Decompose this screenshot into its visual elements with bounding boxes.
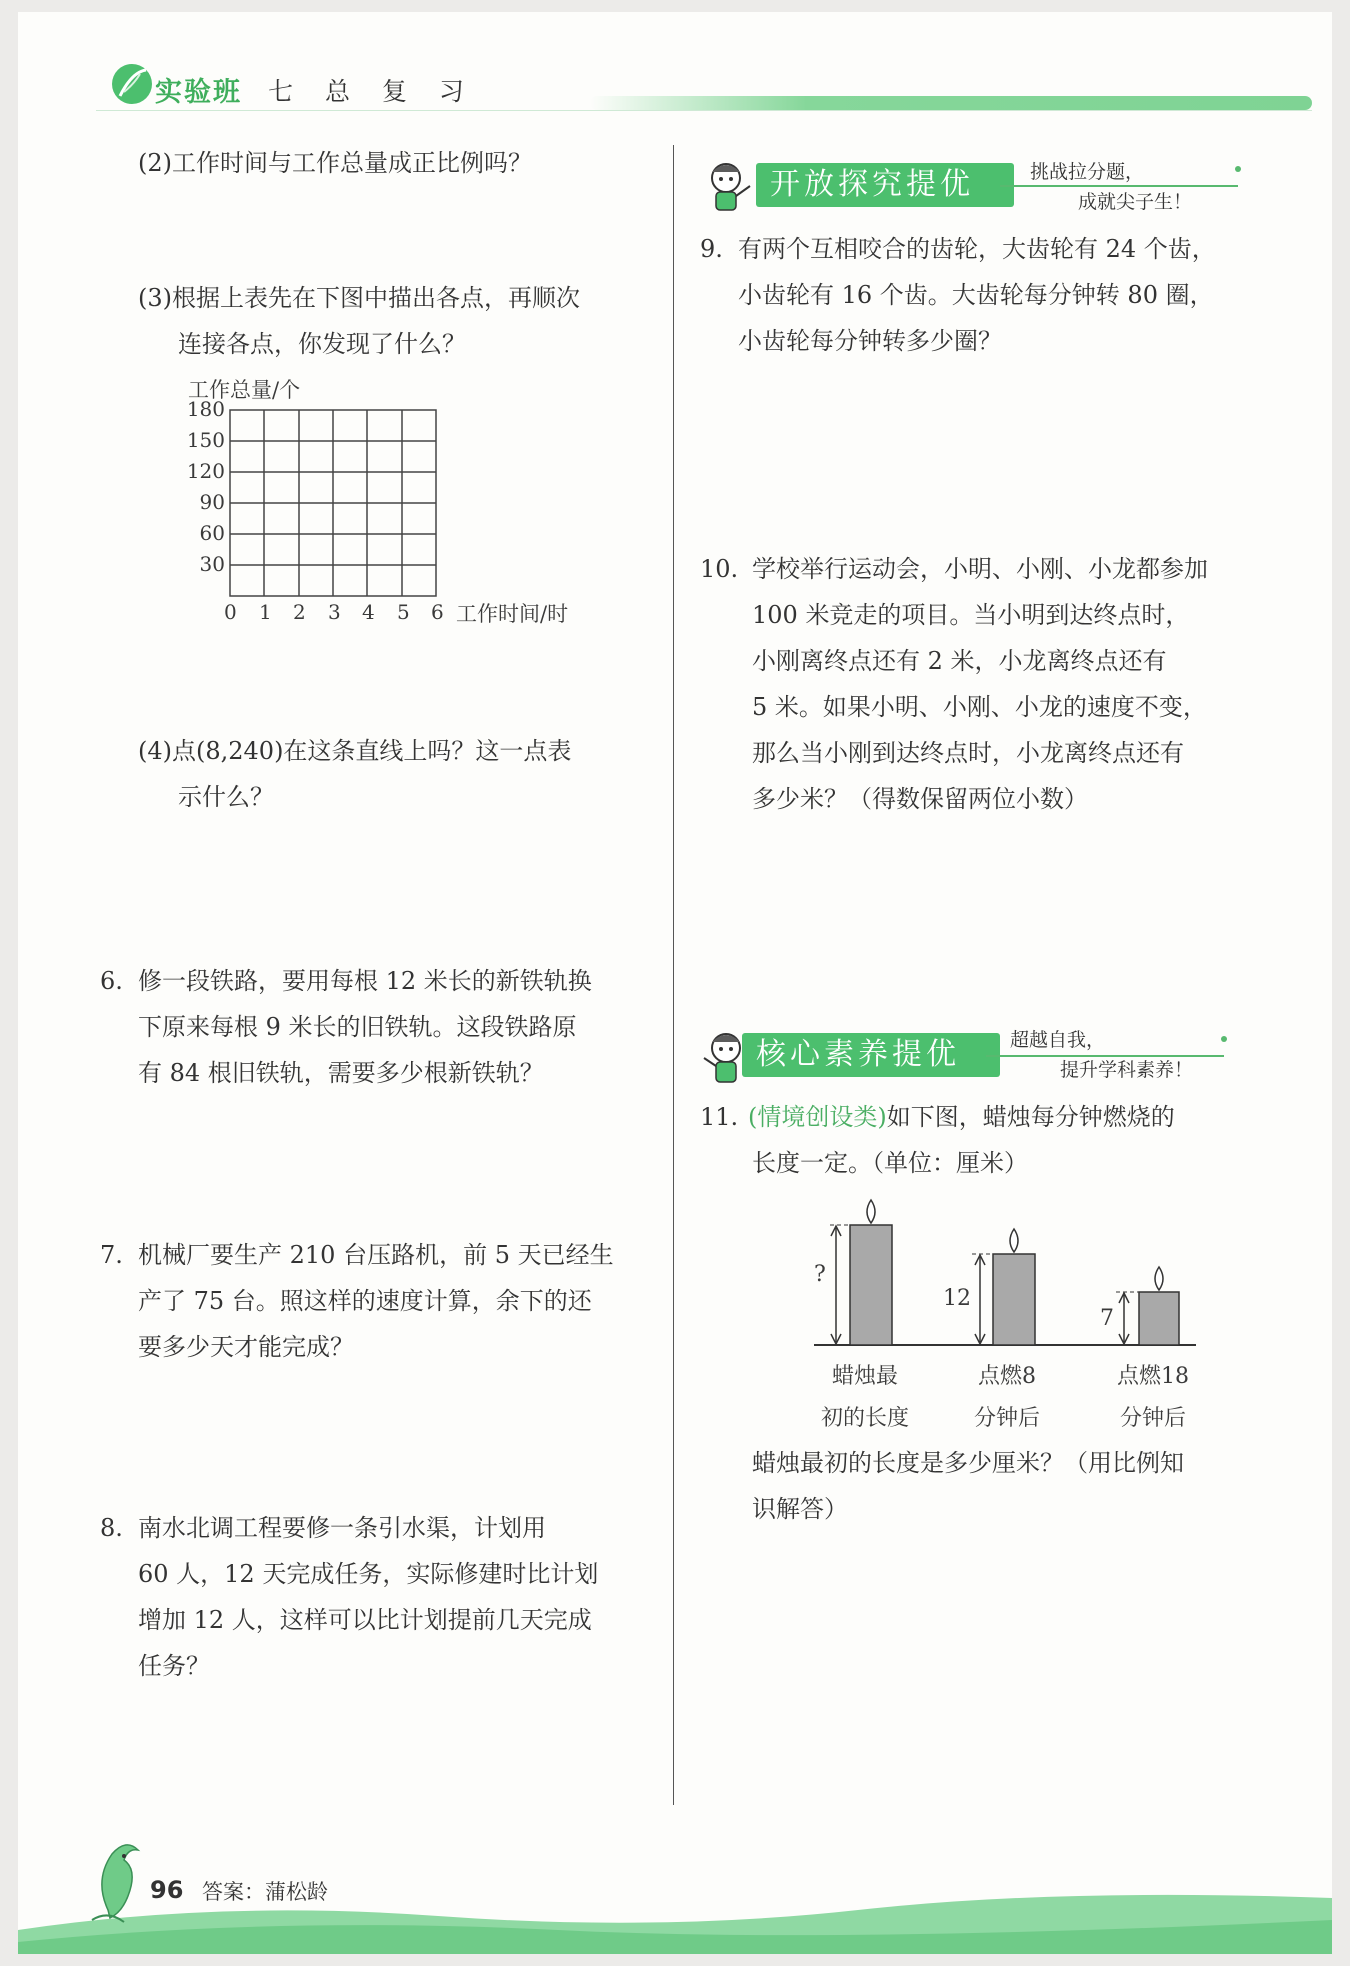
question-5-part-4-line-1: (4)点(8,240)在这条直线上吗？这一点表 [138,737,572,765]
question-7-number: 7. [100,1241,123,1269]
question-category-tag: (情境创设类) [748,1103,887,1131]
x-tick: 3 [328,600,341,624]
leaf-logo-icon [110,62,154,106]
banner-core-tag-2: 提升学科素养！ [1060,1059,1194,1081]
text-line: 下原来每根 9 米长的旧铁轨。这段铁路原 [138,1013,577,1041]
student-mascot-icon [700,158,756,216]
candle-after-8-min [993,1254,1035,1345]
text-line: 5 米。如果小明、小刚、小龙的速度不变， [752,693,1207,721]
text-line: 增加 12 人，这样可以比计划提前几天完成 [138,1606,592,1634]
header-divider [96,110,1312,111]
text-line: 有两个互相咬合的齿轮，大齿轮有 24 个齿， [738,235,1216,263]
candle-1-value: ? [814,1262,826,1287]
question-8-number: 8. [100,1514,123,1542]
question-9-number: 9. [700,235,723,263]
y-tick: 120 [186,459,225,483]
page-number: 96 [150,1876,184,1904]
text-line: 机械厂要生产 210 台压路机，前 5 天已经生 [138,1241,614,1269]
x-tick: 4 [362,600,375,624]
question-11-ask-line-2: 识解答） [752,1495,848,1523]
text-line: 有 84 根旧铁轨，需要多少根新铁轨？ [138,1059,544,1087]
candle-3-caption [1106,1356,1200,1440]
text-line: 那么当小刚到达终点时，小龙离终点还有 [752,739,1184,767]
text-line: 小刚离终点还有 2 米，小龙离终点还有 [752,647,1167,675]
text-line: 如下图，蜡烛每分钟燃烧的 [886,1103,1175,1131]
brand-name: 实验班 [155,77,242,108]
question-5-part-3-line-1: (3)根据上表先在下图中描出各点，再顺次 [138,284,580,312]
caption-line: 蜡烛最 [831,1364,898,1389]
candle-2-value: 12 [943,1286,971,1311]
banner-explore-tag-2: 成就尖子生！ [1078,191,1193,213]
question-11-line-1 [748,1094,1175,1140]
x-tick: 5 [397,600,410,624]
question-11-line-2: 长度一定。（单位：厘米） [752,1149,1028,1177]
caption-line: 点燃8 [978,1364,1036,1389]
candle-1-caption [818,1356,912,1440]
column-divider [673,145,674,1805]
banner-dot [1221,1036,1227,1042]
candle-figure [800,1190,1200,1350]
banner-core: 核心素养提优 [742,1033,1000,1077]
grid-chart-ylabel: 工作总量/个 [188,378,301,402]
question-10-number: 10. [700,555,739,583]
y-tick: 60 [199,521,225,545]
answer-note: 答案：蒲松龄 [202,1880,328,1904]
question-10-text [752,546,1208,822]
banner-dot [1235,166,1241,172]
candle-initial [850,1225,892,1345]
text-line: 多少米？（得数保留两位小数） [752,785,1088,813]
x-tick: 2 [293,600,306,624]
y-tick: 90 [199,490,225,514]
caption-line: 点燃18 [1117,1364,1189,1389]
text-line: 100 米竞走的项目。当小明到达终点时， [752,601,1190,629]
question-11-ask-line-1: 蜡烛最初的长度是多少厘米？（用比例知 [752,1449,1184,1477]
text-line: 学校举行运动会，小明、小刚、小龙都参加 [752,555,1208,583]
header-bar [590,96,1312,110]
chapter-title: 七 总 复 习 [268,77,476,106]
dolphin-icon [88,1840,150,1924]
question-7-text [138,1232,614,1370]
candle-2-caption [960,1356,1054,1440]
x-tick: 6 [431,600,444,624]
text-line: 任务？ [138,1652,210,1680]
question-8-text [138,1505,598,1689]
caption-line: 分钟后 [973,1406,1040,1431]
question-6-number: 6. [100,967,123,995]
text-line: 小齿轮每分钟转多少圈？ [738,327,1002,355]
grid-chart [180,405,660,630]
text-line: 产了 75 台。照这样的速度计算，余下的还 [138,1287,592,1315]
text-line: 修一段铁路，要用每根 12 米长的新铁轨换 [138,967,592,995]
text-line: 要多少天才能完成？ [138,1333,354,1361]
banner-explore-tag-1: 挑战拉分题， [1030,161,1145,183]
candle-3-value: 7 [1100,1306,1114,1331]
text-line: 小齿轮有 16 个齿。大齿轮每分钟转 80 圈， [738,281,1214,309]
x-tick: 0 [224,600,237,624]
question-9-text [738,226,1216,364]
y-tick: 150 [186,428,225,452]
text-line: 南水北调工程要修一条引水渠，计划用 [138,1514,546,1542]
text-line: 60 人，12 天完成任务，实际修建时比计划 [138,1560,599,1588]
candle-after-18-min [1139,1292,1179,1345]
grid-chart-xlabel: 工作时间/时 [456,602,569,626]
question-11-number: 11. [700,1103,739,1131]
y-tick: 30 [199,552,225,576]
banner-core-tag-1: 超越自我， [1010,1029,1106,1051]
question-5-part-3-line-2: 连接各点，你发现了什么？ [178,330,466,358]
question-5-part-2: (2)工作时间与工作总量成正比例吗？ [138,149,532,177]
grid-chart-yticks [185,394,225,580]
caption-line: 分钟后 [1119,1406,1186,1431]
banner-explore: 开放探究提优 [756,163,1014,207]
caption-line: 初的长度 [820,1406,909,1431]
x-tick: 1 [259,600,272,624]
question-6-text [138,958,592,1096]
y-tick: 180 [186,397,225,421]
question-5-part-4-line-2: 示什么？ [178,783,274,811]
